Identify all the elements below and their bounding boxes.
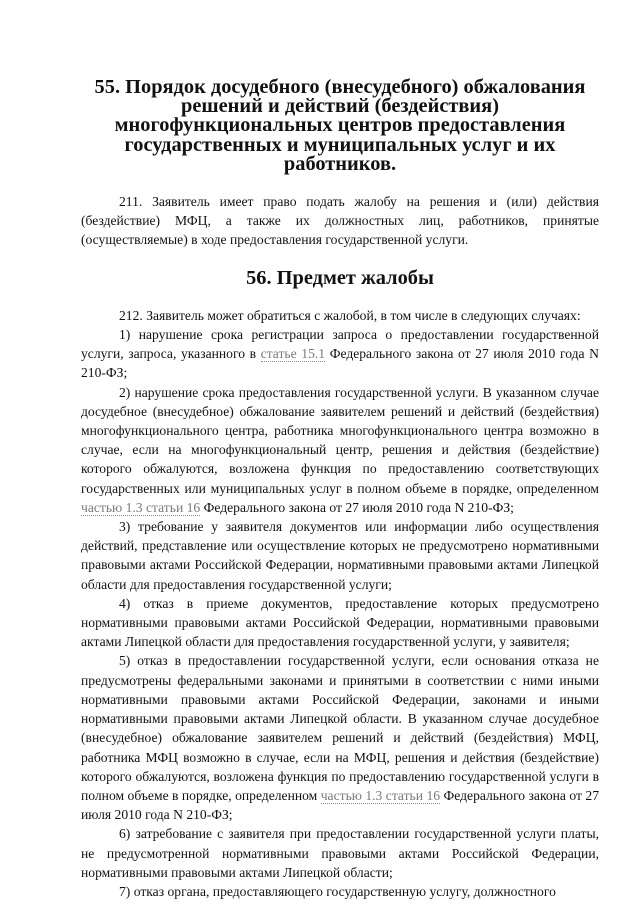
paragraph-212: 212. Заявитель может обратиться с жалобой, в том числе в следующих случаях: xyxy=(119,307,581,323)
law-link-part-1-3-article-16[interactable]: частью 1.3 статьи 16 xyxy=(320,787,441,803)
section-56-heading: 56. Предмет жалобы xyxy=(246,266,434,289)
list-item-6: 6) затребование с заявителя при предоставлении государственной услуги платы, не предусмотренной нормативными правовыми актами Российской Федерации, нормативными правовыми актами Липецкой области; xyxy=(81,826,599,880)
list-item-2-text: 2) нарушение срока предоставления государственной услуги. В указанном случае досудебное (внесудебное) обжалование заявителем решений и действий (бездействия) многофункционального центра, работника многофункционального центра возможно в случае, если на многофункциональный центр, решения и действия (бездействие) которого обжалуются, возложена функция по предоставлению соответствующих государственных или муниципальных услуг в полном объеме в порядке, определенном xyxy=(81,384,599,496)
list-item-2-tail: Федерального закона от 27 июля 2010 года N 210-ФЗ; xyxy=(200,499,514,515)
list-item-5-text: 5) отказ в предоставлении государственной услуги, если основания отказа не предусмотрены федеральными законами и принятыми в соответствии с ними иными нормативными правовыми актами Российской Федерации, законами и иными нормативными правовыми актами Липецкой области. В указанном случае досудебное (внесудебное) обжалование заявителем решений и действий (бездействия) МФЦ, работника МФЦ возможно в случае, если на МФЦ, решения и действия (бездействие) которого обжалуются, возложена функция по предоставлению государственной услуги в полном объеме в порядке, определенном xyxy=(81,653,599,803)
list-item-1-text: 1) нарушение срока регистрации запроса о предоставлении государственной услуги, запроса, указанного в xyxy=(81,327,599,362)
paragraph-211: 211. Заявитель имеет право подать жалобу на решения и (или) действия (бездействие) МФЦ, а также их должностных лиц, работников, принятые (осуществляемые) в ходе предоставления государственной услуги. xyxy=(81,194,599,248)
list-item-1-tail: Федерального закона от 27 июля 2010 года N 210-ФЗ; xyxy=(81,346,599,381)
section-55-heading: 55. Порядок досудебного (внесудебного) обжалования решений и действий (бездействия) многофункциональных центров предоставления государственных и муниципальных услуг и их работников. xyxy=(94,76,586,175)
list-item-2 xyxy=(81,383,599,517)
list-item-5-tail: Федерального закона от 27 июля 2010 года N 210-ФЗ; xyxy=(81,787,600,823)
list-item-5 xyxy=(81,651,599,824)
law-link-article-15-1[interactable]: статье 15.1 xyxy=(260,346,326,362)
document-body xyxy=(81,78,599,901)
list-item-4: 4) отказ в приеме документов, предоставление которых предусмотрено нормативными правовыми актами Российской Федерации, нормативными правовыми актами Липецкой области для предоставления государственной услуги, у заявителя; xyxy=(81,595,599,650)
list-item-7: 7) отказ органа, предоставляющего государственную услугу, должностного xyxy=(119,883,556,899)
list-item-1 xyxy=(81,325,599,383)
law-link-part-1-3-article-16[interactable]: частью 1.3 статьи 16 xyxy=(81,499,201,515)
list-item-3: 3) требование у заявителя документов или информации либо осуществления действий, представление или осуществление которых не предусмотрено нормативными правовыми актами Российской Федерации, нормативными правовыми актами Липецкой области для предоставления государственной услуги; xyxy=(81,519,599,592)
